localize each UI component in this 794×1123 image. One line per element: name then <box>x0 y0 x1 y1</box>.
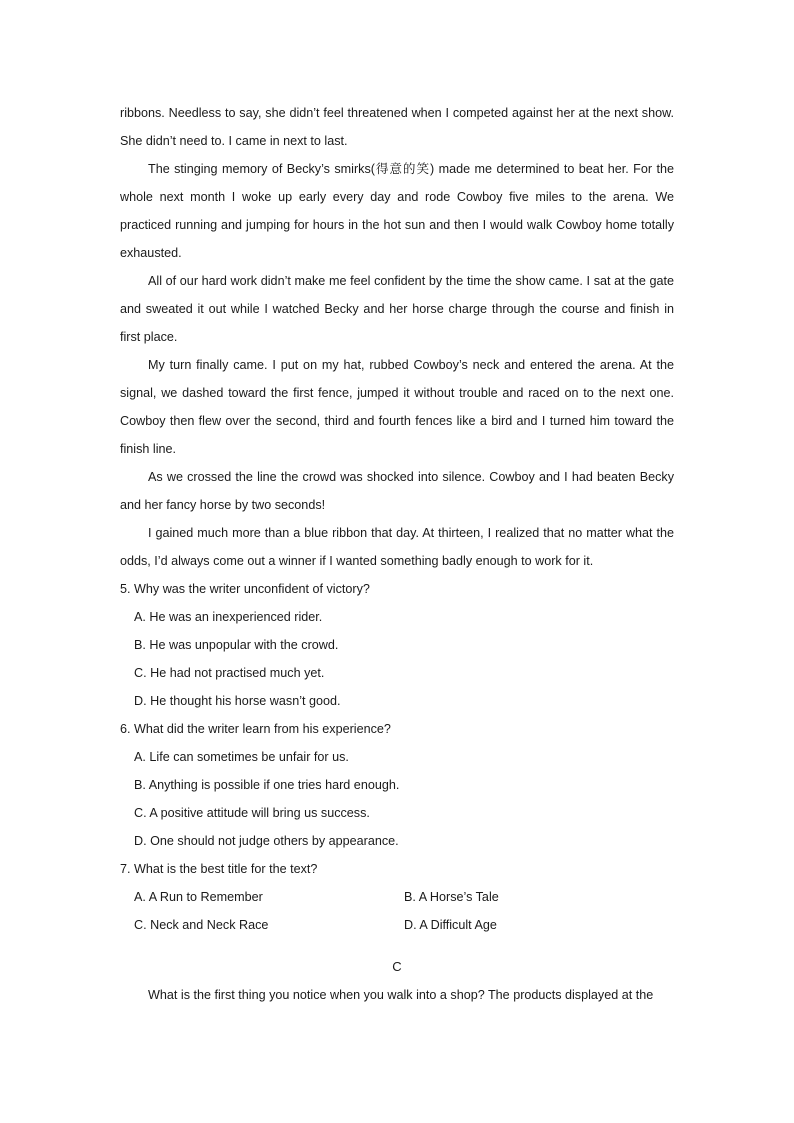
option-b: B. Anything is possible if one tries hard enough. <box>134 778 400 792</box>
options-row-1 <box>120 883 674 911</box>
option-c: C. Neck and Neck Race <box>134 918 269 932</box>
question-6 <box>120 715 674 855</box>
options-row-2 <box>120 911 674 939</box>
option-b: B. A Horse’s Tale <box>404 890 499 904</box>
option-c: C. He had not practised much yet. <box>134 666 325 680</box>
question-stem: 7. What is the best title for the text? <box>120 862 318 876</box>
passage-paragraph-3: All of our hard work didn’t make me feel confident by the time the show came. I sat at the gate and sweated it out while I watched Becky and her horse charge through the course and finish in first place. <box>120 274 674 344</box>
section-c-first-paragraph: What is the first thing you notice when you walk into a shop? The products displayed at the <box>148 988 654 1002</box>
passage-paragraph-6: I gained much more than a blue ribbon that day. At thirteen, I realized that no matter what the odds, I’d always come out a winner if I wanted something badly enough to work for it. <box>120 526 674 568</box>
option-d: D. He thought his horse wasn’t good. <box>134 694 341 708</box>
question-stem: 5. Why was the writer unconfident of victory? <box>120 582 370 596</box>
passage-paragraph-5: As we crossed the line the crowd was shocked into silence. Cowboy and I had beaten Becky and her fancy horse by two seconds! <box>120 470 674 512</box>
option-b: B. He was unpopular with the crowd. <box>134 638 339 652</box>
question-5 <box>120 575 674 715</box>
section-heading: C <box>392 959 402 974</box>
option-c: C. A positive attitude will bring us success. <box>134 806 370 820</box>
option-a: A. Life can sometimes be unfair for us. <box>134 750 349 764</box>
document-page <box>120 99 674 1009</box>
passage-paragraph-1: ribbons. Needless to say, she didn’t feel threatened when I competed against her at the next show. She didn’t need to. I came in next to last. <box>120 106 674 148</box>
option-d: D. A Difficult Age <box>404 918 497 932</box>
passage-paragraph-2: The stinging memory of Becky’s smirks(得意的笑) made me determined to beat her. For the whole next month I woke up early every day and rode Cowboy five miles to the arena. We practiced running and jumping for hours in the hot sun and then I would walk Cowboy home totally exhausted. <box>120 162 674 260</box>
question-7 <box>120 855 674 939</box>
option-a: A. He was an inexperienced rider. <box>134 610 323 624</box>
option-d: D. One should not judge others by appearance. <box>134 834 399 848</box>
passage-paragraph-4: My turn finally came. I put on my hat, rubbed Cowboy’s neck and entered the arena. At the signal, we dashed toward the first fence, jumped it without trouble and raced on to the next one. Cowboy then flew over the second, third and fourth fences like a bird and I turned him toward the finish line. <box>120 358 674 456</box>
passage <box>120 99 674 575</box>
option-a: A. A Run to Remember <box>134 890 263 904</box>
question-stem: 6. What did the writer learn from his experience? <box>120 722 391 736</box>
